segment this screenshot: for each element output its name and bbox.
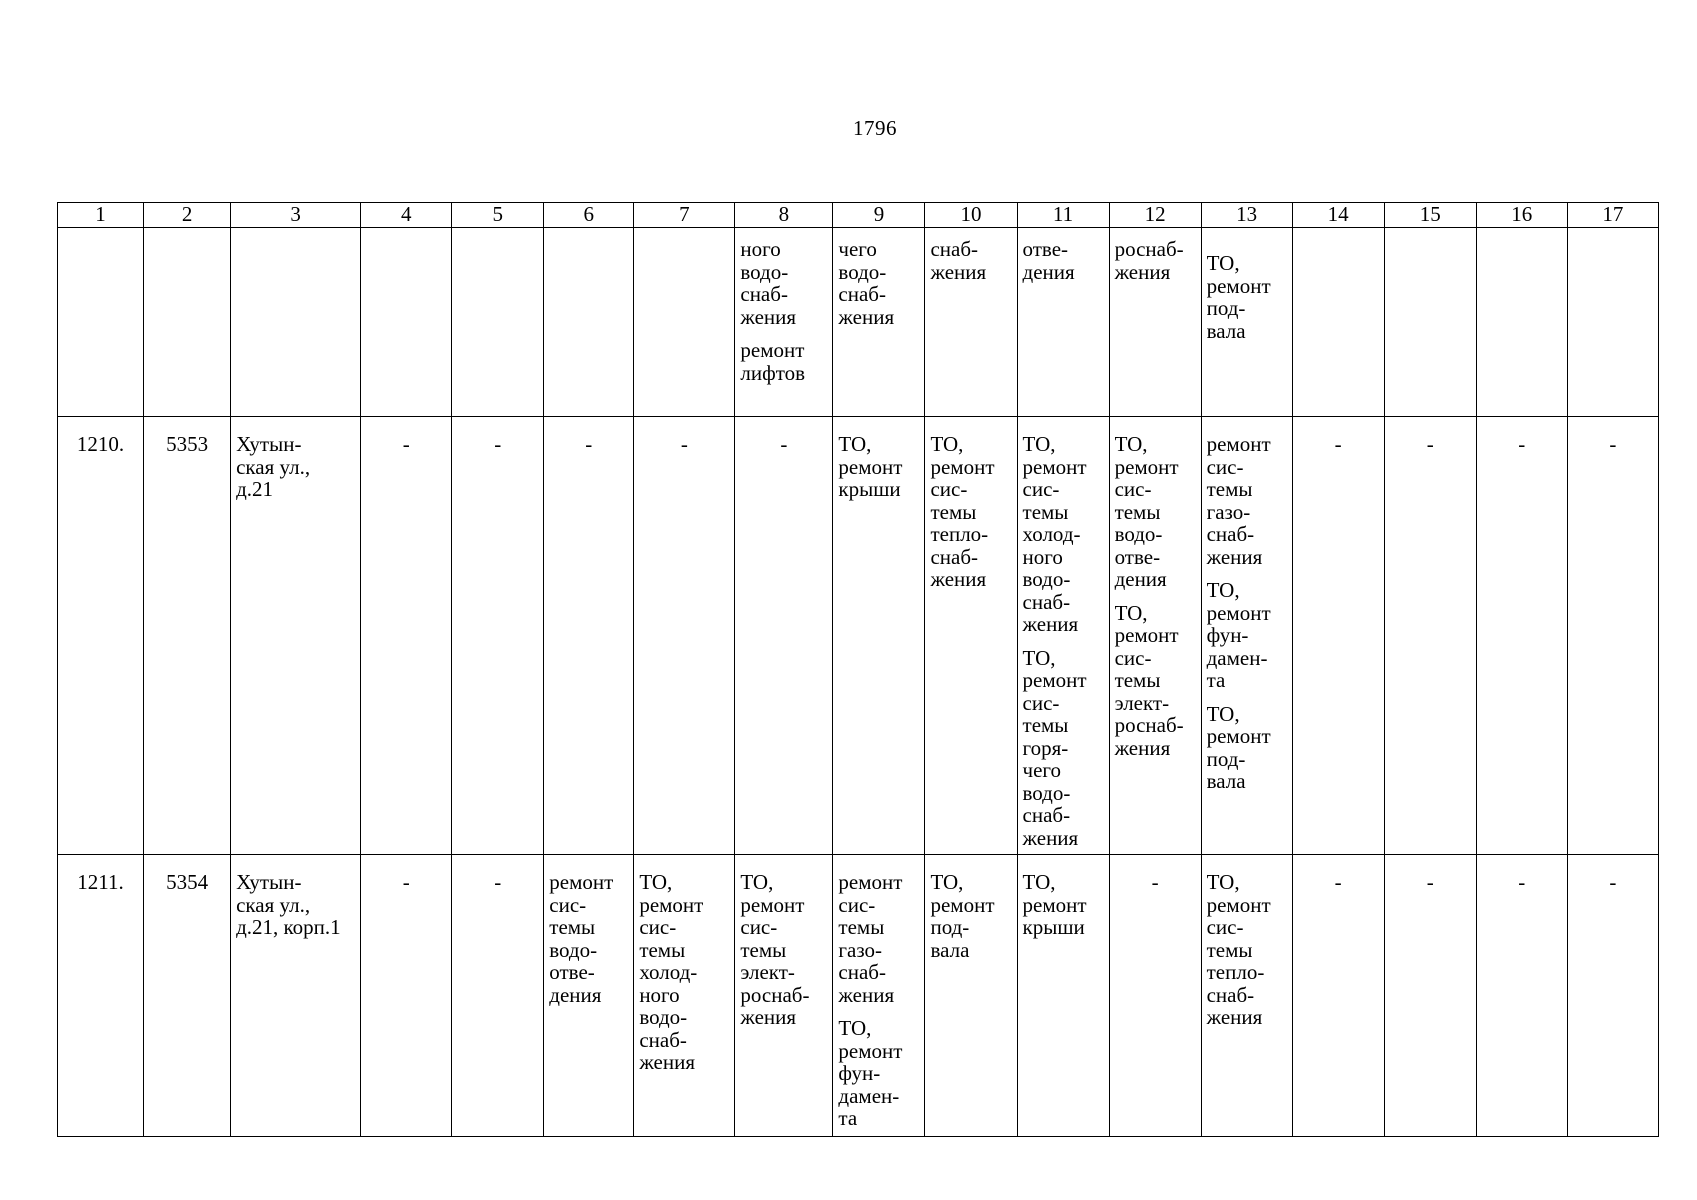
column-number: 11 bbox=[1017, 203, 1109, 228]
column-number: 12 bbox=[1109, 203, 1201, 228]
table-cell bbox=[58, 228, 144, 417]
column-number: 15 bbox=[1384, 203, 1476, 228]
address-text: Хутын- ская ул., д.21, корп.1 bbox=[236, 870, 341, 939]
column-number: 9 bbox=[833, 203, 925, 228]
table-cell bbox=[544, 855, 634, 1137]
table-cell: - bbox=[735, 417, 833, 855]
table-cell bbox=[634, 228, 735, 417]
work-entry: снаб- жения bbox=[930, 237, 987, 284]
table-cell: - bbox=[452, 855, 544, 1137]
work-entry: ТО, ремонт сис- темы элект- роснаб- жения bbox=[1114, 600, 1184, 760]
table-cell: - bbox=[634, 417, 735, 855]
table-cell bbox=[1109, 228, 1201, 417]
work-entry: ТО, ремонт под- вала bbox=[1206, 251, 1271, 343]
work-entry: ТО, ремонт под- вала bbox=[1206, 701, 1271, 793]
address bbox=[231, 417, 361, 855]
table-cell bbox=[735, 855, 833, 1137]
column-number: 13 bbox=[1201, 203, 1292, 228]
table-cell bbox=[1201, 228, 1292, 417]
table-cell bbox=[1201, 855, 1292, 1137]
table-cell: - bbox=[1384, 855, 1476, 1137]
address-text: Хутын- ская ул., д.21 bbox=[236, 432, 311, 501]
column-number: 6 bbox=[544, 203, 634, 228]
table-cell: - bbox=[1384, 417, 1476, 855]
work-entry: ТО, ремонт сис- темы элект- роснаб- жения bbox=[740, 870, 810, 1029]
column-number: 2 bbox=[144, 203, 231, 228]
table-cell bbox=[144, 228, 231, 417]
work-entry: чего водо- снаб- жения bbox=[838, 237, 895, 329]
column-number: 7 bbox=[634, 203, 735, 228]
work-entry: ТО, ремонт крыши bbox=[1022, 870, 1087, 939]
work-entry: отве- дения bbox=[1022, 237, 1075, 284]
column-number: 14 bbox=[1292, 203, 1384, 228]
table-cell: - bbox=[1109, 855, 1201, 1137]
table-cell bbox=[1017, 228, 1109, 417]
work-entry: ремонт лифтов bbox=[740, 338, 806, 385]
work-entry: ного водо- снаб- жения bbox=[740, 237, 797, 329]
column-number: 16 bbox=[1476, 203, 1567, 228]
table-row bbox=[58, 855, 1659, 1137]
column-number: 3 bbox=[231, 203, 361, 228]
table-cell: - bbox=[1567, 855, 1658, 1137]
table-cell bbox=[1017, 855, 1109, 1137]
table-cell bbox=[1109, 417, 1201, 855]
table-cell bbox=[833, 855, 925, 1137]
table-cell bbox=[634, 855, 735, 1137]
table-cell: - bbox=[544, 417, 634, 855]
table-cell bbox=[1384, 228, 1476, 417]
table-cell: - bbox=[361, 417, 452, 855]
object-code: 5353 bbox=[144, 417, 231, 855]
table-row bbox=[58, 417, 1659, 855]
table-cell bbox=[1201, 417, 1292, 855]
table-cell: - bbox=[452, 417, 544, 855]
table-cell bbox=[452, 228, 544, 417]
address bbox=[231, 855, 361, 1137]
column-number: 5 bbox=[452, 203, 544, 228]
table-cell bbox=[1567, 228, 1658, 417]
work-entry: ремонт сис- темы водо- отве- дения bbox=[549, 870, 614, 1007]
column-number-row bbox=[58, 203, 1659, 228]
work-entry: ремонт сис- темы газо- снаб- жения bbox=[1206, 432, 1271, 569]
column-number: 10 bbox=[925, 203, 1017, 228]
table-cell bbox=[735, 228, 833, 417]
table-cell bbox=[544, 228, 634, 417]
table-cell bbox=[1476, 228, 1567, 417]
table-cell: - bbox=[361, 855, 452, 1137]
table-cell: - bbox=[1476, 855, 1567, 1137]
table-cell: - bbox=[1292, 417, 1384, 855]
table-row-continuation bbox=[58, 228, 1659, 417]
table-cell bbox=[1292, 228, 1384, 417]
work-entry: роснаб- жения bbox=[1114, 237, 1184, 284]
column-number: 8 bbox=[735, 203, 833, 228]
table-cell bbox=[361, 228, 452, 417]
row-index: 1211. bbox=[58, 855, 144, 1137]
work-entry: ТО, ремонт сис- темы горя- чего водо- снаб- жения bbox=[1022, 645, 1087, 850]
work-entry: ТО, ремонт сис- темы водо- отве- дения bbox=[1114, 432, 1179, 591]
column-number: 4 bbox=[361, 203, 452, 228]
table-cell bbox=[1017, 417, 1109, 855]
table-cell bbox=[833, 417, 925, 855]
table-cell: - bbox=[1567, 417, 1658, 855]
work-entry: ТО, ремонт фун- дамен- та bbox=[1206, 578, 1271, 692]
work-entry: ТО, ремонт фун- дамен- та bbox=[838, 1016, 903, 1130]
table-cell bbox=[925, 228, 1017, 417]
row-index: 1210. bbox=[58, 417, 144, 855]
table-cell: - bbox=[1292, 855, 1384, 1137]
work-entry: ТО, ремонт под- вала bbox=[930, 870, 995, 962]
work-entry: ТО, ремонт сис- темы холод- ного водо- снаб- жения bbox=[639, 870, 704, 1074]
works-table bbox=[57, 202, 1659, 1137]
page-number: 1796 bbox=[853, 116, 897, 140]
table-cell bbox=[925, 417, 1017, 855]
work-entry: ТО, ремонт крыши bbox=[838, 432, 903, 501]
table-cell bbox=[833, 228, 925, 417]
table-cell bbox=[925, 855, 1017, 1137]
column-number: 17 bbox=[1567, 203, 1658, 228]
object-code: 5354 bbox=[144, 855, 231, 1137]
work-entry: ТО, ремонт сис- темы тепло- снаб- жения bbox=[930, 432, 995, 591]
table-cell: - bbox=[1476, 417, 1567, 855]
table-cell bbox=[231, 228, 361, 417]
work-entry: ТО, ремонт сис- темы тепло- снаб- жения bbox=[1206, 870, 1271, 1029]
work-entry: ремонт сис- темы газо- снаб- жения bbox=[838, 870, 903, 1007]
column-number: 1 bbox=[58, 203, 144, 228]
work-entry: ТО, ремонт сис- темы холод- ного водо- снаб- жения bbox=[1022, 432, 1087, 636]
